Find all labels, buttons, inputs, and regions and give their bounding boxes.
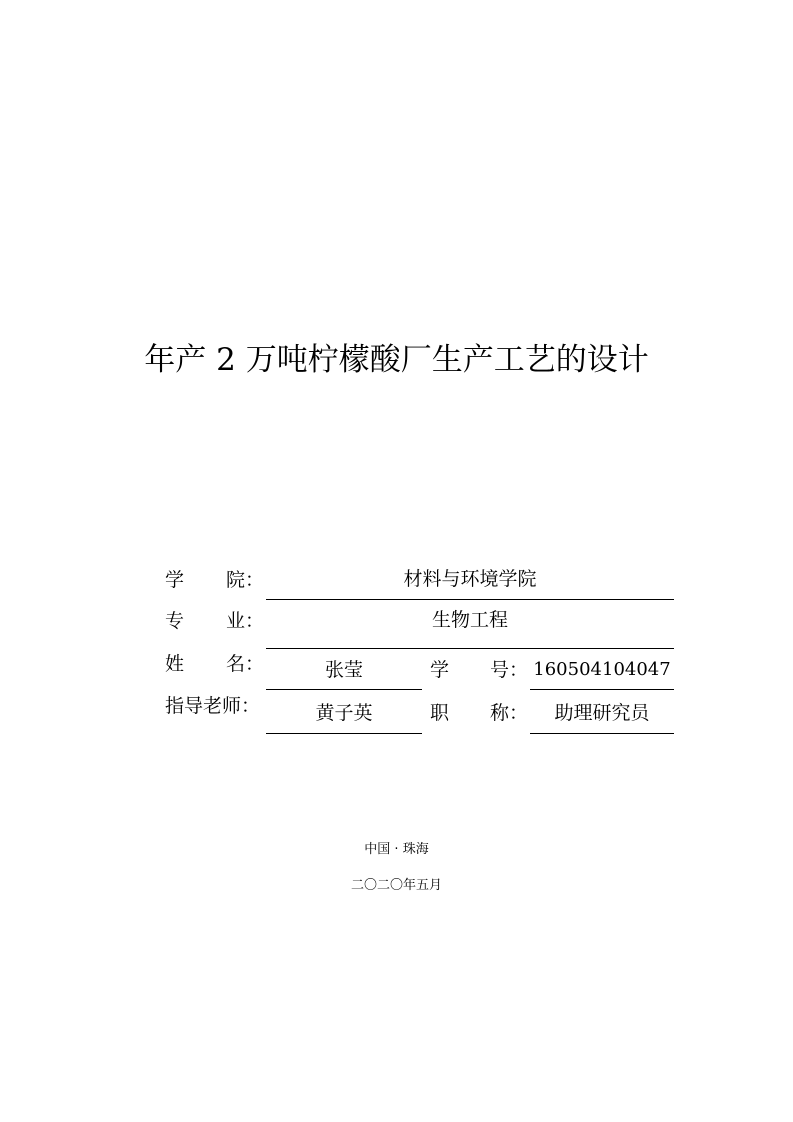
student-id-label-a: 学 — [430, 659, 450, 681]
college-underline — [266, 599, 674, 600]
college-value: 材料与环境学院 — [403, 568, 537, 590]
advisor-value: 黄子英 — [315, 702, 373, 724]
advisor-title-underline — [530, 733, 674, 734]
advisor-underline — [266, 733, 422, 734]
name-label-b: 名： — [226, 653, 265, 675]
thesis-title: 年产 2 万吨柠檬酸厂生产工艺的设计 — [144, 342, 649, 378]
college-label-a: 学 — [165, 569, 185, 591]
advisor-title-label-a: 职 — [430, 702, 450, 724]
name-underline — [266, 689, 422, 690]
major-value: 生物工程 — [431, 609, 508, 631]
footer-place: 中国 · 珠海 — [364, 842, 429, 857]
student-id-value: 160504104047 — [533, 659, 671, 680]
footer-date: 二〇二〇年五月 — [350, 878, 442, 893]
advisor-title-value: 助理研究员 — [554, 702, 650, 724]
major-underline — [266, 648, 674, 649]
college-label-b: 院： — [226, 569, 265, 591]
advisor-title-label-b: 称： — [490, 702, 529, 724]
student-id-underline — [530, 689, 674, 690]
major-label-b: 业： — [226, 610, 265, 632]
student-id-label-b: 号： — [490, 659, 529, 681]
advisor-label: 指导老师： — [165, 695, 261, 717]
major-label-a: 专 — [165, 610, 185, 632]
name-label-a: 姓 — [165, 653, 185, 675]
name-value: 张莹 — [324, 659, 363, 681]
